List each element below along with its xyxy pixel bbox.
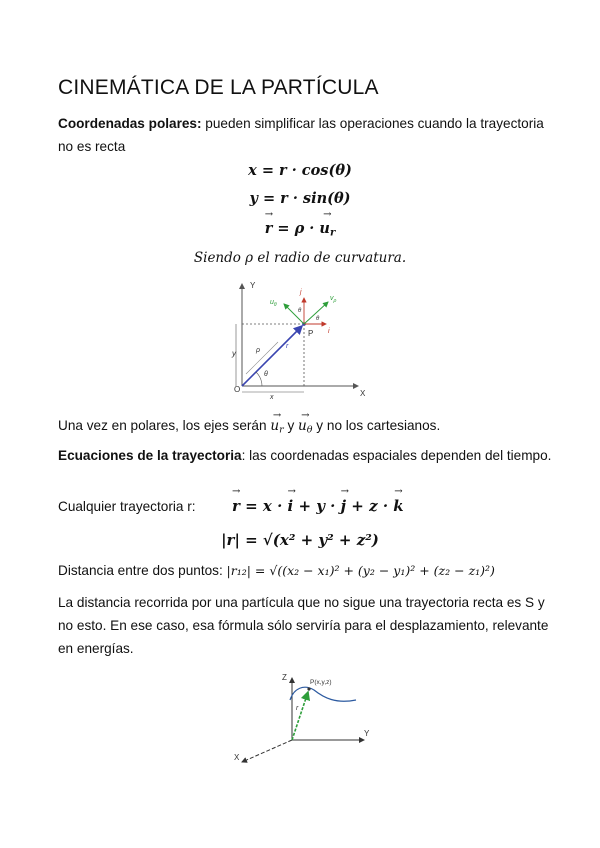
trajectory-text: : las coordenadas espaciales dependen del tiempo. xyxy=(241,448,552,463)
u-subscript: r xyxy=(329,226,336,239)
distance-formula: |r₁₂| = √((x₂ − x₁)² + (y₂ − y₁)² + (z₂ − z₁)²) xyxy=(226,563,495,578)
x-dimension-label: x xyxy=(270,394,274,401)
u2-letter: u xyxy=(298,418,307,434)
position-vector xyxy=(292,692,308,740)
x-axis-label: X xyxy=(234,753,240,762)
u1-letter: u xyxy=(270,418,280,434)
theta-small-label: θ xyxy=(298,308,302,314)
curvature-note: Siendo ρ el radio de curvatura. xyxy=(193,250,407,266)
z-axis-label: Z xyxy=(282,673,287,682)
distance-line xyxy=(58,563,495,578)
x-axis-label: X xyxy=(360,389,366,398)
u-letter: u xyxy=(319,220,330,237)
y-axis-label: Y xyxy=(250,281,256,290)
equation-r-mid: = ρ · xyxy=(272,220,320,237)
polar-heading: Coordenadas polares: xyxy=(58,116,202,131)
page-title: CINEMÁTICA DE LA PARTÍCULA xyxy=(58,76,379,99)
v-rho-label: $v_\rho$ xyxy=(330,295,337,304)
u-theta-symbol xyxy=(298,415,313,441)
u-theta-label: $u_\theta$ xyxy=(270,299,277,308)
polar-text: pueden simplificar las operaciones cuando la trayectoria no es recta xyxy=(58,116,544,154)
theta-arc xyxy=(256,372,262,386)
u1-subscript: r xyxy=(279,424,284,436)
j-label: j xyxy=(300,289,302,296)
equation-x: x = r · cos(θ) xyxy=(248,162,352,179)
distance-label: Distancia entre dos puntos: xyxy=(58,563,227,578)
equation-r xyxy=(0,220,600,239)
point-p-label: P xyxy=(308,329,314,338)
polar-paragraph xyxy=(58,112,558,158)
u-r-symbol xyxy=(270,415,283,441)
position-vector-equation: → r = x · → i + y · → j + z · → k xyxy=(232,497,404,515)
axes-note-mid: y xyxy=(283,418,299,433)
x-axis xyxy=(242,740,292,762)
distance-paragraph: La distancia recorrida por una partícula que no sigue una trayectoria recta es S y no esto. En ese caso, esa fórmula sólo serviría para el desplazamiento, relevante en energías. xyxy=(58,595,549,656)
r-label: r xyxy=(286,343,289,350)
axes-note xyxy=(58,414,558,441)
trajectory-paragraph xyxy=(58,444,558,467)
trajectory-heading: Ecuaciones de la trayectoria xyxy=(58,448,242,463)
y-dimension-label: y xyxy=(232,349,236,358)
u-vector xyxy=(319,220,335,239)
trajectory-curve xyxy=(290,687,356,701)
polar-coordinates-diagram xyxy=(228,278,378,403)
axes-note-post: y no los cartesianos. xyxy=(312,418,441,433)
point-label: P(x,y,z) xyxy=(310,679,332,686)
r-vector: → r xyxy=(265,220,273,237)
theta-label: θ xyxy=(264,371,268,378)
trajectory-3d-diagram xyxy=(228,670,378,770)
u-theta-vector xyxy=(284,304,304,324)
rho-label: ρ xyxy=(256,347,261,354)
u2-subscript: θ xyxy=(306,424,313,436)
rho-guide xyxy=(246,342,278,374)
point-p xyxy=(307,687,310,690)
origin-label: O xyxy=(234,385,241,394)
y-axis-label: Y xyxy=(364,729,370,738)
vector-label: r xyxy=(296,705,299,712)
i-label: i xyxy=(328,328,330,335)
equation-y: y = r · sin(θ) xyxy=(249,190,351,207)
position-vector xyxy=(242,326,302,386)
any-trajectory-label: Cualquier trayectoria r: xyxy=(58,499,196,514)
modulus-equation: |r| = √(x² + y² + z²) xyxy=(221,531,379,549)
axes-note-pre: Una vez en polares, los ejes serán xyxy=(58,418,271,433)
theta-small-label-2: θ xyxy=(316,316,320,322)
